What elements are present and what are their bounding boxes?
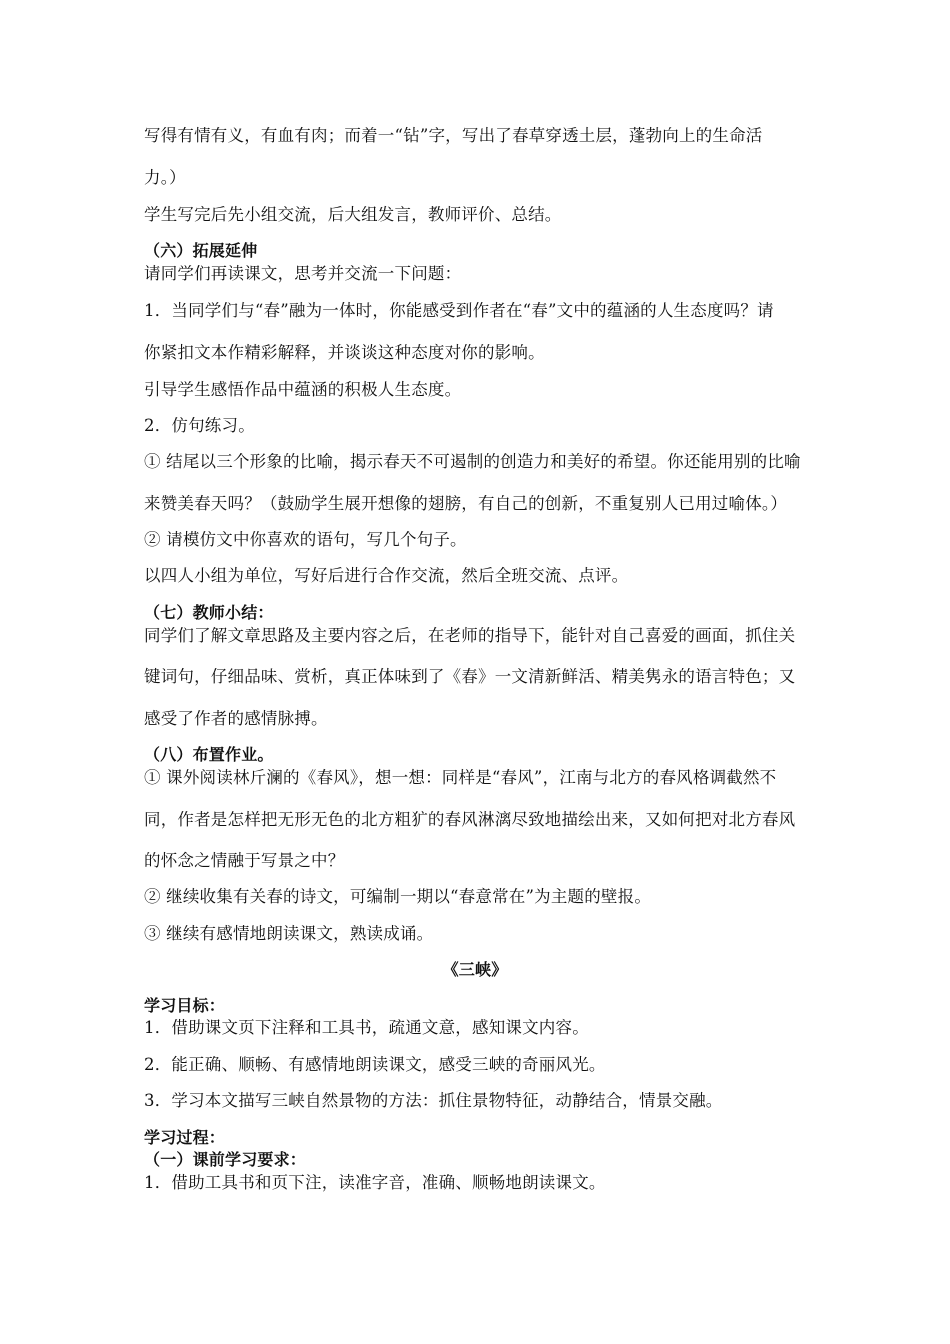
paragraph-line: ③ 继续有感情地朗读课文，熟读成诵。 (144, 924, 434, 943)
section-heading-goals: 学习目标： (144, 996, 226, 1015)
section-heading-8: （八）布置作业。 (144, 745, 274, 764)
paragraph-line: 同学们了解文章思路及主要内容之后，在老师的指导下，能针对自己喜爱的画面，抓住关 (144, 626, 796, 645)
paragraph-line: 的怀念之情融于写景之中？ (144, 851, 345, 870)
paragraph-line: 你紧扣文本作精彩解释，并谈谈这种态度对你的影响。 (144, 343, 545, 362)
paragraph-line: 感受了作者的感情脉搏。 (144, 709, 328, 728)
paragraph-line: 2．仿句练习。 (144, 416, 255, 435)
paragraph-line: 来赞美春天吗？（鼓励学生展开想像的翅膀，有自己的创新，不重复别人已用过喻体。） (144, 494, 788, 513)
section-heading-6: （六）拓展延伸 (144, 241, 258, 260)
paragraph-line: 1．借助工具书和页下注，读准字音，准确、顺畅地朗读课文。 (144, 1173, 606, 1192)
paragraph-line: 1．借助课文页下注释和工具书，疏通文意，感知课文内容。 (144, 1018, 589, 1037)
paragraph-line: ① 课外阅读林斤澜的《春风》，想一想：同样是“春风”，江南与北方的春风格调截然不 (144, 768, 777, 787)
section-heading-process: 学习过程： (144, 1128, 226, 1147)
paragraph-line: 以四人小组为单位，写好后进行合作交流，然后全班交流、点评。 (144, 566, 629, 585)
section-heading-1: （一）课前学习要求： (144, 1150, 307, 1169)
paragraph-line: 学生写完后先小组交流，后大组发言，教师评价、总结。 (144, 205, 562, 224)
paragraph-line: ① 结尾以三个形象的比喻，揭示春天不可遏制的创造力和美好的希望。你还能用别的比喻 (144, 452, 801, 471)
paragraph-line: 键词句，仔细品味、赏析，真正体味到了《春》一文清新鲜活、精美隽永的语言特色；又 (144, 667, 796, 686)
paragraph-line: 请同学们再读课文，思考并交流一下问题： (144, 264, 462, 283)
paragraph-line: ② 继续收集有关春的诗文，可编制一期以“春意常在”为主题的壁报。 (144, 887, 652, 906)
paragraph-line: 2．能正确、顺畅、有感情地朗读课文，感受三峡的奇丽风光。 (144, 1055, 606, 1074)
paragraph-line: 1．当同学们与“春”融为一体时，你能感受到作者在“春”文中的蕴涵的人生态度吗？请 (144, 301, 774, 320)
paragraph-line: 同，作者是怎样把无形无色的北方粗犷的春风淋漓尽致地描绘出来，又如何把对北方春风 (144, 810, 796, 829)
lesson-title: 《三峡》 (442, 960, 508, 979)
section-heading-7: （七）教师小结： (144, 603, 274, 622)
paragraph-line: 引导学生感悟作品中蕴涵的积极人生态度。 (144, 380, 462, 399)
paragraph-line: 力。） (144, 168, 186, 187)
paragraph-line: 3．学习本文描写三峡自然景物的方法：抓住景物特征，动静结合，情景交融。 (144, 1091, 723, 1110)
paragraph-line: 写得有情有义，有血有肉；而着一“钻”字，写出了春草穿透土层，蓬勃向上的生命活 (144, 126, 763, 145)
paragraph-line: ② 请模仿文中你喜欢的语句，写几个句子。 (144, 530, 467, 549)
